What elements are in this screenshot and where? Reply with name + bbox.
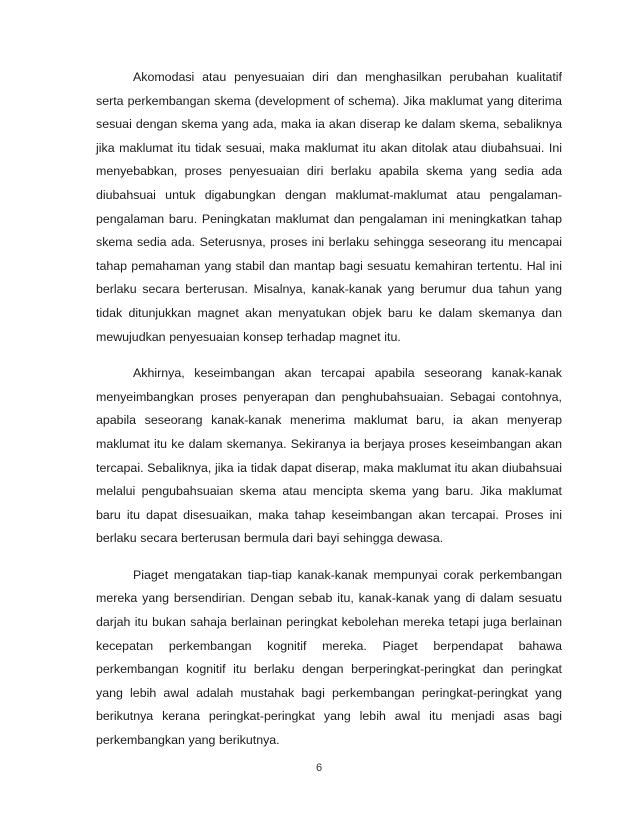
- document-body: [96, 66, 562, 766]
- paragraph-piaget: Piaget mengatakan tiap-tiap kanak-kanak mempunyai corak perkembangan mereka yang bersendirian. Dengan sebab itu, kanak-kanak yang di dalam sesuatu darjah itu bukan sahaja berlainan peringkat kebolehan mereka tetapi juga berlainan kecepatan perkembangan kognitif mereka. Piaget berpendapat bahawa perkembangan kognitif itu berlaku dengan berperingkat-peringkat dan peringkat yang lebih awal adalah mustahak bagi perkembangan peringkat-peringkat yang berikutnya kerana peringkat-peringkat yang lebih awal itu menjadi asas bagi perkembangkan yang berikutnya.: [96, 567, 562, 748]
- paragraph-akomodasi: Akomodasi atau penyesuaian diri dan menghasilkan perubahan kualitatif serta perkembangan skema (development of schema). Jika maklumat yang diterima sesuai dengan skema yang ada, maka ia akan diserap ke dalam skema, sebaliknya jika maklumat itu tidak sesuai, maka maklumat itu akan ditolak atau diubahsuai. Ini menyebabkan, proses penyesuaian diri berlaku apabila skema yang sedia ada diubahsuai untuk digabungkan dengan maklumat-maklumat atau pengalaman-pengalaman baru. Peningkatan maklumat dan pengalaman ini meningkatkan tahap skema sedia ada. Seterusnya, proses ini berlaku sehingga seseorang itu mencapai tahap pemahaman yang stabil dan mantap bagi sesuatu kemahiran tertentu. Hal ini berlaku secara berterusan. Misalnya, kanak-kanak yang berumur dua tahun yang tidak ditunjukkan magnet akan menyatukan objek baru ke dalam skemanya dan mewujudkan penyesuaian konsep terhadap magnet itu.: [96, 70, 562, 344]
- paragraph-keseimbangan: Akhirnya, keseimbangan akan tercapai apabila seseorang kanak-kanak menyeimbangkan proses penyerapan dan penghubahsuaian. Sebagai contohnya, apabila seseorang kanak-kanak menerima maklumat baru, ia akan menyerap maklumat itu ke dalam skemanya. Sekiranya ia berjaya proses keseimbangan akan tercapai. Sebaliknya, jika ia tidak dapat diserap, maka maklumat itu akan diubahsuai melalui pengubahsuaian skema atau mencipta skema yang baru. Jika maklumat baru itu dapat disesuaikan, maka tahap keseimbangan akan tercapai. Proses ini berlaku secara berterusan bermula dari bayi sehingga dewasa.: [96, 366, 562, 546]
- page-number: 6: [315, 762, 323, 774]
